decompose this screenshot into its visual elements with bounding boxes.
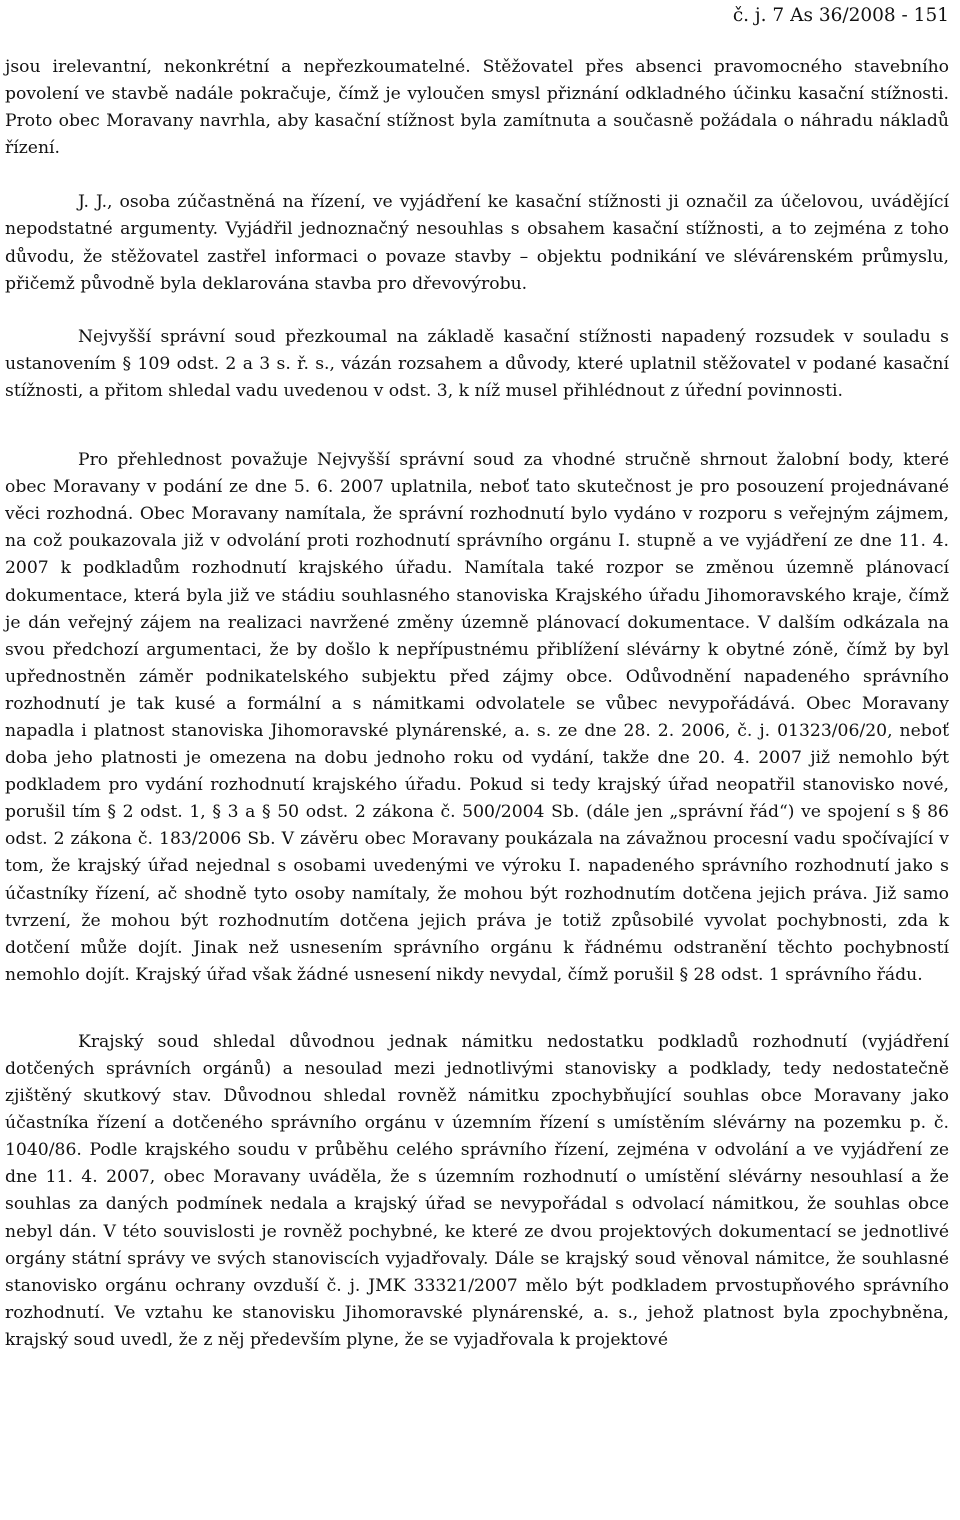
- paragraph-2: J. J., osoba zúčastněná na řízení, ve vyjádření ke kasační stížnosti ji označil za účelovou, uvádějící nepodstatné argumenty. Vyjádřil jednoznačný nesouhlas s obsahem kasační stížnosti, a to zejména z toho důvodu, že stěžovatel zastřel informaci o povaze stavby – objektu podnikání ve slévárenském průmyslu, přičemž původně byla deklarována stavba pro dřevovýrobu.: [5, 192, 949, 294]
- paragraph-3: Nejvyšší správní soud přezkoumal na základě kasační stížnosti napadený rozsudek v souladu s ustanovením § 109 odst. 2 a 3 s. ř. s., vázán rozsahem a důvody, které uplatnil stěžovatel v podané kasační stížnosti, a přitom shledal vadu uvedenou v odst. 3, k níž musel přihlédnout z úřední povinnosti.: [5, 326, 949, 401]
- paragraph-1: jsou irelevantní, nekonkrétní a nepřezkoumatelné. Stěžovatel přes absenci pravomocného stavebního povolení ve stavbě nadále pokračuje, čímž je vyloučen smysl přiznání odkladného účinku kasační stížnosti. Proto obec Moravany navrhla, aby kasační stížnost byla zamítnuta a současně požádala o náhradu nákladů řízení.: [5, 57, 949, 159]
- paragraph-5: Krajský soud shledal důvodnou jednak námitku nedostatku podkladů rozhodnutí (vyjádření dotčených správních orgánů) a nesoulad mezi jednotlivými stanovisky a podklady, tedy nedostatečně zjištěný skutkový stav. Důvodnou shledal rovněž námitku zpochybňující souhlas obce Moravany jako účastníka řízení a dotčeného správního orgánu v územním řízení s umístěním slévárny na pozemku p. č. 1040/86. Podle krajského soudu v průběhu celého správního řízení, zejména v odvolání a ve vyjádření ze dne 11. 4. 2007, obec Moravany uváděla, že s územním rozhodnutí o umístění slévárny nesouhlasí a že souhlas za daných podmínek nedala a krajský úřad se nevypořádal s odvolací námitkou, že souhlas obce nebyl dán. V této souvislosti je rovněž pochybné, ke které ze dvou projektových dokumentací se jednotlivé orgány státní správy ve svých stanoviscích vyjadřovaly. Dále se krajský soud věnoval námitce, že souhlasné stanovisko orgánu ochrany ovzduší č. j. JMK 33321/2007 mělo být podkladem prvostupňového správního rozhodnutí. Ve vztahu ke stanovisku Jihomoravské plynárenské, a. s., jehož platnost byla zpochybněna, krajský soud uvedl, že z něj především plyne, že se vyjadřovala k projektové: [5, 1031, 949, 1350]
- case-reference: č. j. 7 As 36/2008 - 151: [732, 5, 949, 26]
- document-page: [5, 0, 949, 1354]
- paragraph-4: Pro přehlednost považuje Nejvyšší správní soud za vhodné stručně shrnout žalobní body, které obec Moravany v podání ze dne 5. 6. 2007 uplatnila, neboť tato skutečnost je pro posouzení projednávané věci rozhodná. Obec Moravany namítala, že správní rozhodnutí bylo vydáno v rozporu s veřejným zájmem, na což poukazovala již v odvolání proti rozhodnutí správního orgánu I. stupně a ve vyjádření ze dne 11. 4. 2007 k podkladům rozhodnutí krajského úřadu. Namítala také rozpor se změnou územně plánovací dokumentace, která byla již ve stádiu souhlasného stanoviska Krajského úřadu Jihomoravského kraje, čímž je dán veřejný zájem na realizaci navržené změny územně plánovací dokumentace. V dalším odkázala na svou předchozí argumentaci, že by došlo k nepřípustnému přiblížení slévárny k obytné zóně, čímž by byl upřednostněn záměr podnikatelského subjektu před zájmy obce. Odůvodnění napadeného správního rozhodnutí je tak kusé a formální a s námitkami odvolatele se vůbec nevypořádává. Obec Moravany napadla i platnost stanoviska Jihomoravské plynárenské, a. s. ze dne 28. 2. 2006, č. j. 01323/06/20, neboť doba jeho platnosti je omezena na dobu jednoho roku od vydání, takže dne 20. 4. 2007 již nemohlo být podkladem pro vydání rozhodnutí krajského úřadu. Pokud si tedy krajský úřad neopatřil stanovisko nové, porušil tím § 2 odst. 1, § 3 a § 50 odst. 2 zákona č. 500/2004 Sb. (dále jen „správní řád“) ve spojení s § 86 odst. 2 zákona č. 183/2006 Sb. V závěru obec Moravany poukázala na závažnou procesní vadu spočívající v tom, že krajský úřad nejednal s osobami uvedenými ve výroku I. napadeného správního rozhodnutí jako s účastníky řízení, ač shodně tyto osoby namítaly, že mohou být rozhodnutím dotčena jejich práva. Již samo tvrzení, že mohou být rozhodnutím dotčena jejich práva je totiž způsobilé vyvolat pochybnosti, zda k dotčení může dojít. Jinak než usnesením správního orgánu k řádnému odstranění těchto pochybností nemohlo dojít. Krajský úřad však žádné usnesení nikdy nevydal, čímž porušil § 28 odst. 1 správního řádu.: [5, 450, 949, 985]
